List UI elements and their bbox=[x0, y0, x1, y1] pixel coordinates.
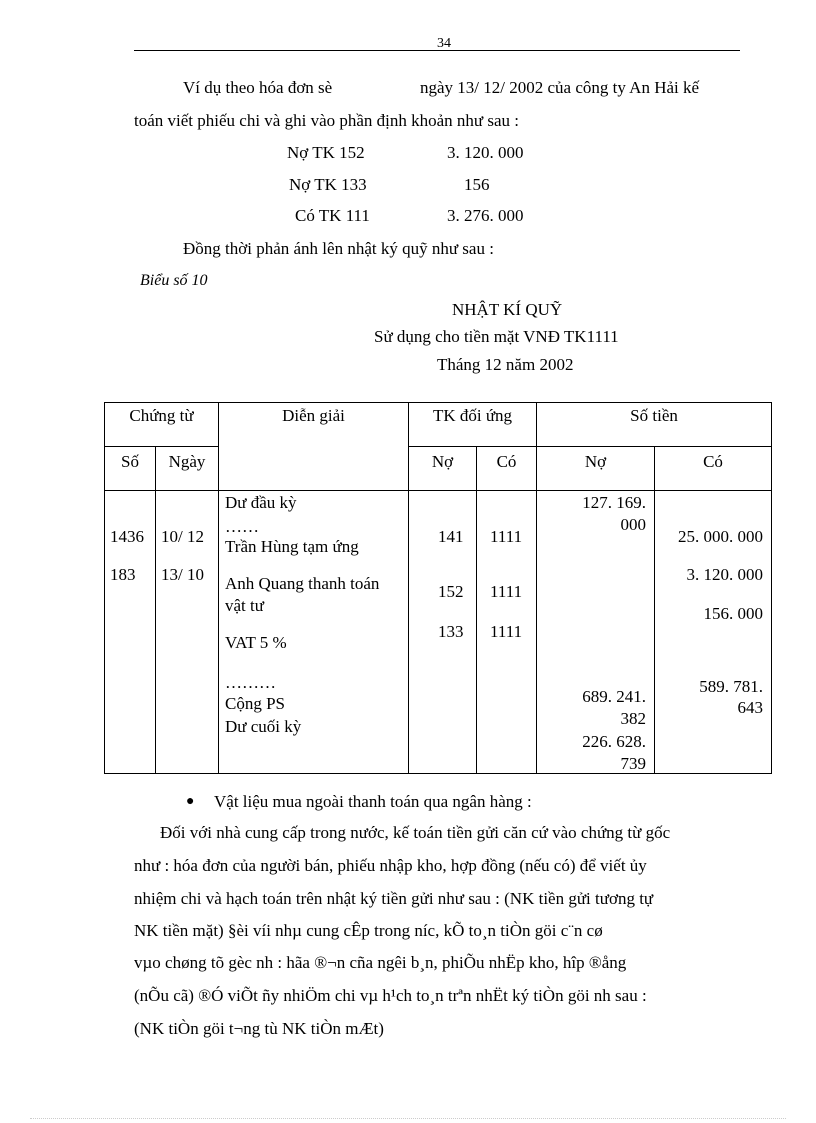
entry-amount: 156 bbox=[464, 175, 490, 194]
intro-line-1b: ngày 13/ 12/ 2002 của công ty An Hải kế bbox=[420, 78, 700, 97]
paragraph-line: (nÕu cã) ®Ó viÕt ñy nhiÖm chi vµ h¹ch to¸n trªn nhËt ký tiÒn göi nh sau : bbox=[134, 986, 647, 1005]
also-line: Đồng thời phản ánh lên nhật ký quỹ như sau : bbox=[183, 239, 494, 258]
cell-value: Cộng PS bbox=[225, 694, 285, 713]
footer-rule bbox=[30, 1118, 786, 1119]
header-account: TK đối ứng bbox=[409, 403, 537, 447]
cell-value: ……… bbox=[225, 673, 276, 692]
cell-value: 127. 169. bbox=[582, 493, 647, 512]
cell-value: 1111 bbox=[490, 527, 523, 546]
cell-value: Dư đầu kỳ bbox=[225, 493, 297, 512]
cell-value: 10/ 12 bbox=[161, 527, 204, 546]
cash-journal-table bbox=[104, 402, 772, 774]
cell-value: 000 bbox=[620, 515, 647, 534]
journal-subtitle: Sử dụng cho tiền mặt VNĐ TK1111 bbox=[374, 327, 619, 346]
cell-value: Anh Quang thanh toán bbox=[225, 574, 380, 593]
paragraph-line: vµo chøng tõ gèc nh : hãa ®¬n cña ngêi b¸n, phiÕu nhËp kho, hîp ®ång bbox=[134, 953, 627, 972]
header-no: Số bbox=[105, 447, 156, 491]
cell-value: 689. 241. bbox=[582, 687, 647, 706]
entry-amount: 3. 276. 000 bbox=[447, 206, 524, 225]
entry-label: Nợ TK 152 bbox=[287, 143, 365, 162]
col-credit-amount bbox=[655, 491, 772, 774]
header-voucher: Chứng từ bbox=[105, 403, 219, 447]
journal-period: Tháng 12 năm 2002 bbox=[437, 355, 574, 374]
cell-value: 141 bbox=[438, 527, 464, 546]
cell-value: 589. 781. bbox=[699, 677, 764, 696]
cell-value: 1111 bbox=[490, 622, 523, 641]
intro-line-1a: Ví dụ theo hóa đơn sè bbox=[183, 78, 333, 97]
cell-value: Dư cuối kỳ bbox=[225, 717, 302, 736]
paragraph-line: (NK tiÒn göi t¬ng tù NK tiÒn mÆt) bbox=[134, 1019, 384, 1038]
header-rule bbox=[134, 50, 740, 51]
cell-value: 133 bbox=[438, 622, 464, 641]
cell-value: 382 bbox=[620, 709, 647, 728]
col-debit-account bbox=[409, 491, 477, 774]
header-credit-account: Có bbox=[477, 447, 537, 491]
header-debit-account: Nợ bbox=[409, 447, 477, 491]
col-description bbox=[219, 491, 409, 774]
bullet-icon: ● bbox=[186, 794, 195, 809]
cell-value: 739 bbox=[620, 754, 647, 773]
cell-value: …… bbox=[225, 517, 259, 536]
cell-value: 183 bbox=[110, 565, 136, 584]
col-debit-amount bbox=[537, 491, 655, 774]
intro-line-2: toán viết phiếu chi và ghi vào phần định khoản như sau : bbox=[134, 111, 520, 130]
cell-value: vật tư bbox=[225, 596, 264, 615]
cell-value: 226. 628. bbox=[582, 732, 647, 751]
paragraph-line: NK tiền mặt) §èi víi nhµ cung cÊp trong níc, kÕ to¸n tiÒn göi c¨n cø bbox=[134, 921, 603, 940]
entry-label: Có TK 111 bbox=[295, 206, 370, 225]
figure-caption: Biểu số 10 bbox=[140, 272, 208, 289]
cell-value: 1436 bbox=[110, 527, 144, 546]
cell-value: 152 bbox=[438, 582, 464, 601]
col-credit-account bbox=[477, 491, 537, 774]
bullet-text: Vật liệu mua ngoài thanh toán qua ngân hàng : bbox=[214, 792, 532, 811]
paragraph-line: nhiệm chi và hạch toán trên nhật ký tiền gửi như sau : (NK tiền gửi tương tự bbox=[134, 889, 654, 908]
cell-value: 13/ 10 bbox=[161, 565, 204, 584]
col-voucher-no bbox=[105, 491, 156, 774]
col-voucher-date bbox=[156, 491, 219, 774]
header-date: Ngày bbox=[156, 447, 219, 491]
header-description: Diễn giải bbox=[219, 403, 409, 491]
page-number: 34 bbox=[437, 36, 451, 51]
cell-value: Trần Hùng tạm ứng bbox=[225, 537, 359, 556]
paragraph-line: Đối với nhà cung cấp trong nước, kế toán tiền gửi căn cứ vào chứng từ gốc bbox=[160, 823, 671, 842]
entry-amount: 3. 120. 000 bbox=[447, 143, 524, 162]
header-credit-amount: Có bbox=[655, 447, 772, 491]
cell-value: 3. 120. 000 bbox=[686, 565, 764, 584]
journal-title: NHẬT KÍ QUỸ bbox=[452, 300, 563, 319]
cell-value: 156. 000 bbox=[703, 604, 764, 623]
header-debit-amount: Nợ bbox=[537, 447, 655, 491]
cell-value: 1111 bbox=[490, 582, 523, 601]
paragraph-line: như : hóa đơn của người bán, phiếu nhập kho, hợp đồng (nếu có) để viết ủy bbox=[134, 856, 647, 875]
cell-value: 25. 000. 000 bbox=[678, 527, 764, 546]
entry-label: Nợ TK 133 bbox=[289, 175, 367, 194]
cell-value: 643 bbox=[737, 698, 764, 717]
cell-value: VAT 5 % bbox=[225, 633, 287, 652]
header-amount: Số tiền bbox=[537, 403, 772, 447]
